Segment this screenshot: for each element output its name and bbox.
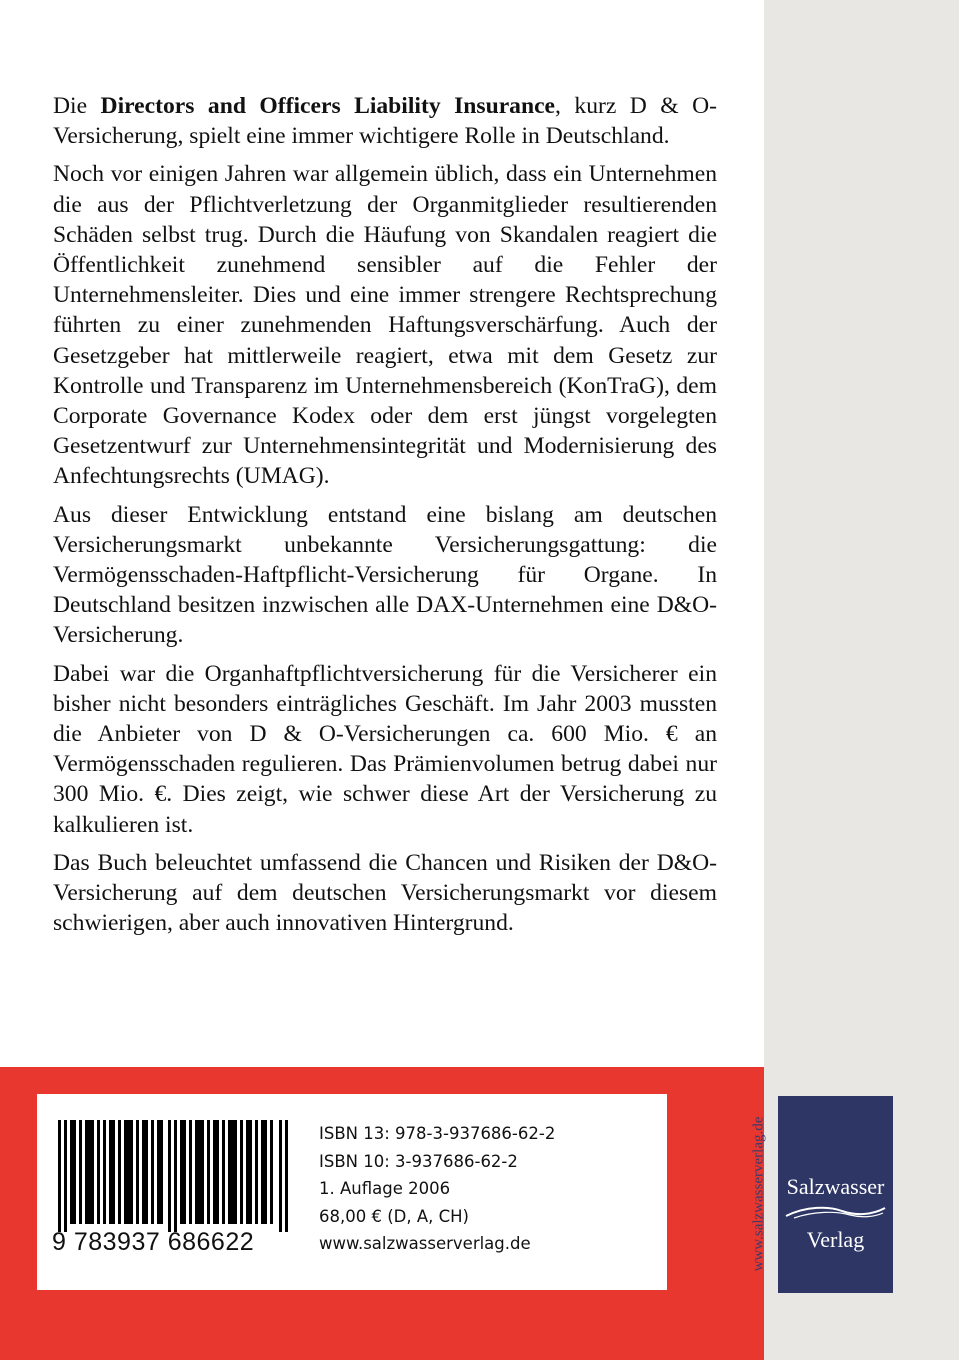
barcode — [58, 1120, 290, 1232]
blurb-paragraph-3: Aus dieser Entwicklung entstand eine bislang am deutschen Versicherungsmarkt unbekannte Versicherungsgattung: die Vermögensschaden-Haftpflicht-Versicherung für Organe. In Deutschland besitzen inzwischen alle DAX-Unternehmen eine D&O-Versicherung. — [53, 501, 717, 649]
blurb-paragraph-4: Dabei war die Organhaftpflichtversicherung für die Versicherer ein bisher nicht besonders einträgliches Geschäft. Im Jahr 2003 mussten die Anbieter von D & O-Versicherungen ca. 600 Mio. € an Vermögensschaden regulieren. Das Prämienvolumen betrug dabei nur 300 Mio. €. Dies zeigt, wie schwer diese Art der Versicherung zu kalkulieren ist. — [53, 660, 717, 838]
logo-salzwasser: Salzwasser — [786, 1174, 885, 1199]
isbn10-line: ISBN 10: 3-937686-62-2 — [319, 1151, 518, 1171]
isbn-info — [319, 1120, 649, 1258]
wave-icon — [784, 1204, 887, 1220]
barcode-digits: 9 783937 686622 — [52, 1228, 255, 1256]
blurb-paragraph-5: Das Buch beleuchtet umfassend die Chancen und Risiken der D&O-Versicherung auf dem deutschen Versicherungsmarkt vor diesem schwierigen, aber auch innovativen Hintergrund. — [53, 849, 717, 937]
publisher-logo — [778, 1096, 893, 1293]
isbn13-line: ISBN 13: 978-3-937686-62-2 — [319, 1124, 556, 1143]
blurb-p1-end: , kurz D & O-Versicherung, spielt eine immer wichtigere Rolle in Deutschland. — [53, 93, 718, 150]
blurb-paragraph-1 — [53, 91, 717, 151]
logo-verlag: Verlag — [806, 1227, 865, 1252]
edition-line: 1. Auflage 2006 — [319, 1179, 451, 1198]
blurb-p1-start: Die — [53, 93, 101, 119]
publisher-url-text: www.salzwasserverlag.de — [750, 1116, 767, 1272]
publisher-url-vertical — [745, 1096, 773, 1292]
blurb-text — [53, 91, 717, 938]
blurb-p1-bold: Directors and Officers Liability Insurance — [100, 93, 556, 119]
price-line: 68,00 € (D, A, CH) — [319, 1206, 469, 1226]
website-line: www.salzwasserverlag.de — [319, 1234, 531, 1253]
blurb-paragraph-2: Noch vor einigen Jahren war allgemein üblich, dass ein Unternehmen die aus der Pflichtverletzung der Organmitglieder resultierenden Schäden selbst trug. Durch die Häufung von Skandalen reagiert die Öffentlichkeit zunehmend sensibler auf die Fehler der Unternehmensleiter. Dies und eine immer strengere Rechtsprechung führten zu einer zunehmenden Haftungsverschärfung. Auch der Gesetzgeber hat mittlerweile reagiert, etwa mit dem Gesetz zur Kontrolle und Transparenz im Unternehmensbereich (KonTraG), dem Corporate Governance Kodex oder dem erst jüngst vorgelegten Gesetzentwurf zur Unternehmensintegrität und Modernisierung des Anfechtungsrechts (UMAG). — [53, 161, 717, 490]
